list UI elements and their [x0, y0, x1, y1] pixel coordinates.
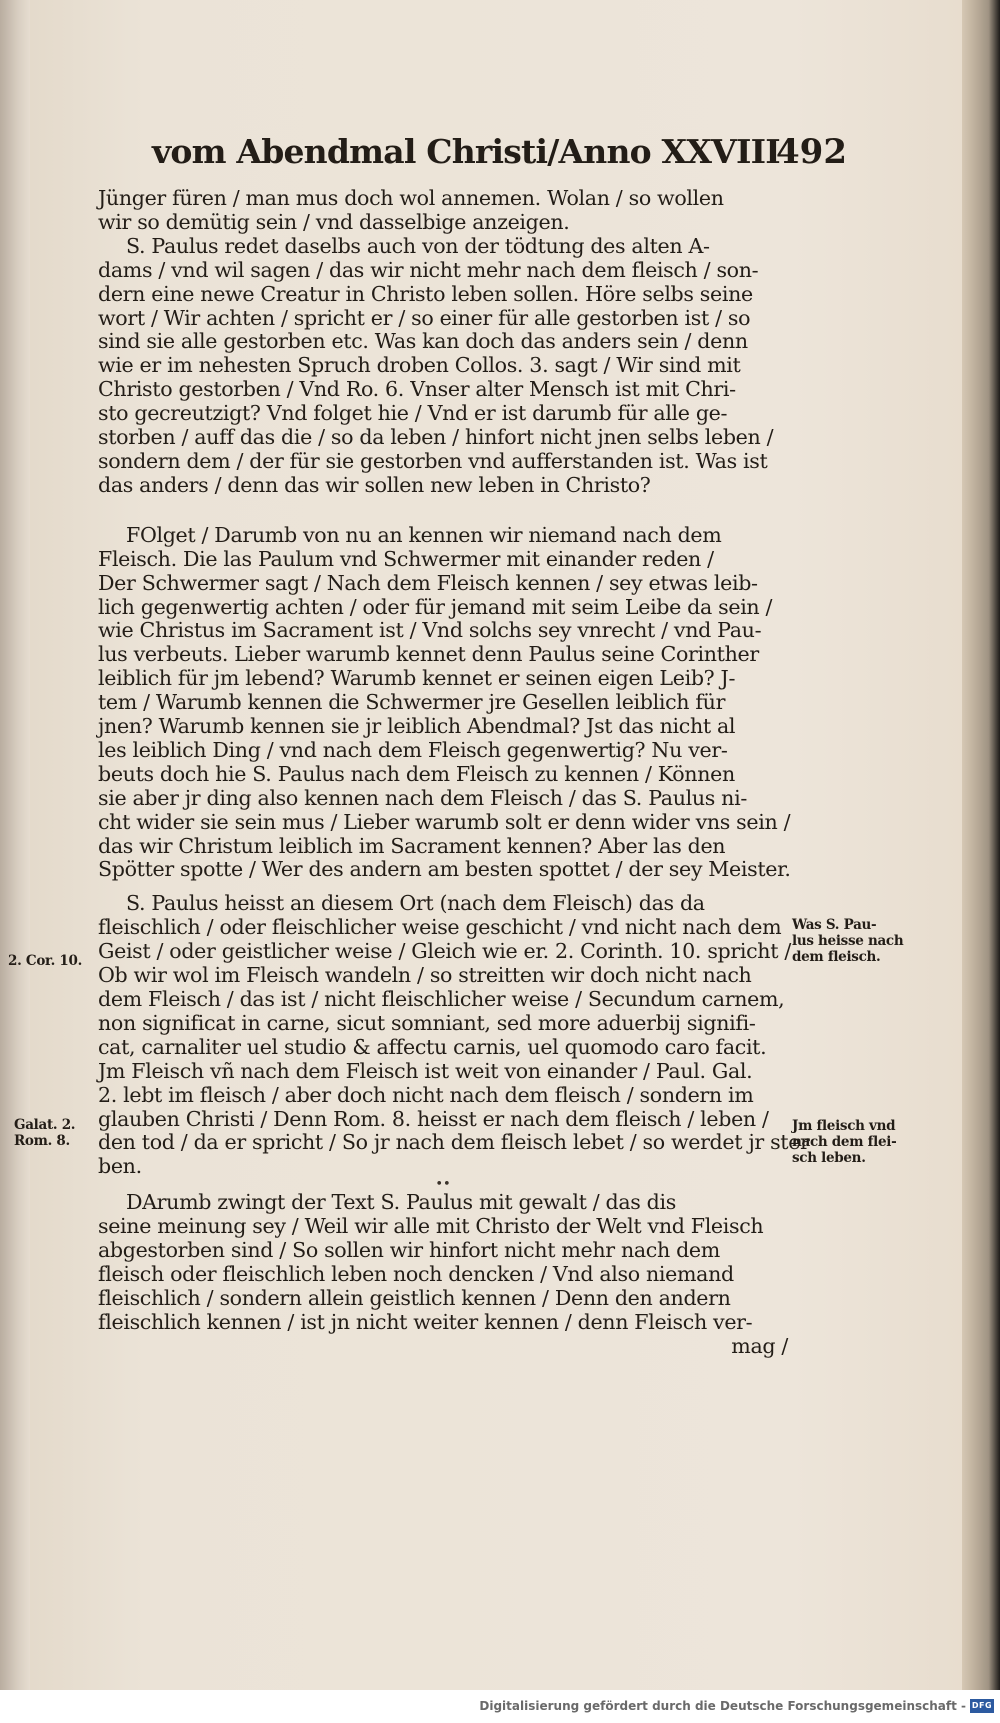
text-line: Der Schwermer sagt / Nach dem Fleisch kennen / sey etwas leib-	[98, 570, 758, 595]
text-line: Fleisch. Die las Paulum vnd Schwermer mit einander reden /	[98, 546, 714, 571]
text-line: leiblich für jm lebend? Warumb kennet er seinen eigen Leib? J-	[98, 666, 736, 691]
text-line: beuts doch hie S. Paulus nach dem Fleisch zu kennen / Können	[98, 761, 735, 786]
text-line: Jm Fleisch vñ nach dem Fleisch ist weit von einander / Paul. Gal.	[98, 1058, 753, 1083]
paragraph-2	[98, 522, 791, 883]
text-line: glauben Christi / Denn Rom. 8. heisst er nach dem fleisch / leben /	[98, 1106, 769, 1131]
margin-note-right-2	[792, 1118, 896, 1166]
text-line: lich gegenwertig achten / oder für jemand mit seim Leibe da sein /	[98, 594, 773, 619]
paragraph-spacer	[98, 498, 788, 524]
paragraph-4	[98, 1191, 788, 1334]
text-line: cat, carnaliter uel studio & affectu carnis, uel quomodo caro facit.	[98, 1034, 767, 1059]
text-line: Spötter spotte / Wer des andern am besten spottet / der sey Meister.	[98, 857, 791, 882]
text-line: non significat in carne, sicut somniant, sed more aduerbij signifi-	[98, 1010, 756, 1035]
running-title: vom Abendmal Christi/Anno XXVIII	[152, 132, 780, 171]
text-line: dern eine newe Creatur in Christo leben sollen. Höre selbs seine	[98, 281, 753, 306]
paragraph-3	[98, 891, 810, 1179]
text-line: fleischlich / oder fleischlicher weise geschicht / vnd nicht nach dem	[98, 915, 782, 940]
margin-note-line: lus heisse nach	[792, 933, 904, 949]
text-line: wort / Wir achten / spricht er / so einer für alle gestorben ist / so	[98, 305, 751, 330]
text-line: ben.	[98, 1154, 142, 1179]
text-line: wie er im nehesten Spruch droben Collos. 3. sagt / Wir sind mit	[98, 353, 741, 378]
text-line: storben / auff das die / so da leben / hinfort nicht jnen selbs leben /	[98, 425, 774, 450]
funding-credit: Digitalisierung gefördert durch die Deutsche Forschungsgemeinschaft -	[479, 1699, 966, 1713]
text-line: dams / vnd wil sagen / das wir nicht mehr nach dem fleisch / son-	[98, 257, 759, 282]
text-line: fleisch oder fleischlich leben noch dencken / Vnd also niemand	[98, 1261, 734, 1286]
body-text	[98, 186, 810, 1359]
text-line: 2. lebt im fleisch / aber doch nicht nach dem fleisch / sondern im	[98, 1082, 754, 1107]
margin-note-line: Was S. Pau-	[792, 917, 877, 933]
margin-note-left-2	[14, 1117, 75, 1149]
text-line: jnen? Warumb kennen sie jr leiblich Abendmal? Jst das nicht al	[98, 714, 736, 739]
page-fore-edge	[962, 0, 1000, 1690]
text-line: wie Christus im Sacrament ist / Vnd solchs sey vnrecht / vnd Pau-	[98, 618, 762, 643]
text-line: fleischlich / sondern allein geistlich kennen / Denn den andern	[98, 1285, 731, 1310]
margin-note-line: nach dem flei-	[792, 1134, 897, 1150]
text-line: cht wider sie sein mus / Lieber warumb solt er denn wider vns sein /	[98, 809, 791, 834]
text-line: abgestorben sind / So sollen wir hinfort nicht mehr nach dem	[98, 1238, 720, 1263]
text-line: Christo gestorben / Vnd Ro. 6. Vnser alter Mensch ist mit Chri-	[98, 377, 736, 402]
book-gutter	[0, 0, 30, 1723]
text-line: den tod / da er spricht / So jr nach dem fleisch lebet / so werdet jr ster	[98, 1130, 810, 1155]
text-line: Ob wir wol im Fleisch wandeln / so streitten wir doch nicht nach	[98, 963, 752, 988]
text-line: S. Paulus redet daselbs auch von der tödtung des alten A-	[126, 233, 710, 258]
text-line: Jünger füren / man mus doch wol annemen. Wolan / so wollen	[98, 186, 724, 210]
paragraph-1	[98, 187, 788, 498]
text-line: tem / Warumb kennen die Schwermer jre Gesellen leiblich für	[98, 690, 726, 715]
text-line: fleischlich kennen / ist jn nicht weiter kennen / denn Fleisch ver-	[98, 1309, 753, 1334]
text-line: seine meinung sey / Weil wir alle mit Christo der Welt vnd Fleisch	[98, 1214, 764, 1239]
digitization-footer	[0, 1690, 1000, 1723]
text-line: wir so demütig sein / vnd dasselbige anzeigen.	[98, 209, 570, 234]
margin-note-line: sch leben.	[792, 1150, 866, 1166]
text-line: das wir Christum leiblich im Sacrament kennen? Aber las den	[98, 833, 726, 858]
text-line: Geist / oder geistlicher weise / Gleich wie er. 2. Corinth. 10. spricht /	[98, 939, 791, 964]
text-line: lus verbeuts. Lieber warumb kennet denn Paulus seine Corinther	[98, 642, 759, 667]
text-line: DArumb zwingt der Text S. Paulus mit gewalt / das dis	[126, 1190, 676, 1215]
page-number: 492	[776, 132, 847, 172]
text-line: sie aber jr ding also kennen nach dem Fleisch / das S. Paulus ni-	[98, 785, 747, 810]
margin-note-line: Rom. 8.	[14, 1133, 70, 1149]
text-line: das anders / denn das wir sollen new leben in Christo?	[98, 472, 651, 497]
text-line: sondern dem / der für sie gestorben vnd aufferstanden ist. Was ist	[98, 448, 768, 473]
text-line: dem Fleisch / das ist / nicht fleischlicher weise / Secundum carnem,	[98, 987, 785, 1011]
text-line: S. Paulus heisst an diesem Ort (nach dem Fleisch) das da	[126, 891, 705, 916]
catchword: mag /	[731, 1333, 788, 1358]
text-line: les leiblich Ding / vnd nach dem Fleisch gegenwertig? Nu ver-	[98, 737, 728, 762]
ornament: ••	[435, 1177, 451, 1193]
margin-note-left-1	[8, 953, 82, 969]
text-line: sind sie alle gestorben etc. Was kan doch das anders sein / denn	[98, 329, 748, 354]
dfg-logo: DFG	[970, 1699, 994, 1713]
margin-note-line: dem fleisch.	[792, 949, 881, 965]
margin-note-right-1	[792, 917, 903, 965]
margin-note-line: 2. Cor. 10.	[8, 953, 83, 969]
text-line: FOlget / Darumb von nu an kennen wir niemand nach dem	[126, 522, 722, 547]
margin-note-line: Galat. 2.	[14, 1117, 76, 1133]
text-line: sto gecreutzigt? Vnd folget hie / Vnd er ist darumb für alle ge-	[98, 401, 728, 426]
margin-note-line: Jm fleisch vnd	[792, 1118, 896, 1134]
